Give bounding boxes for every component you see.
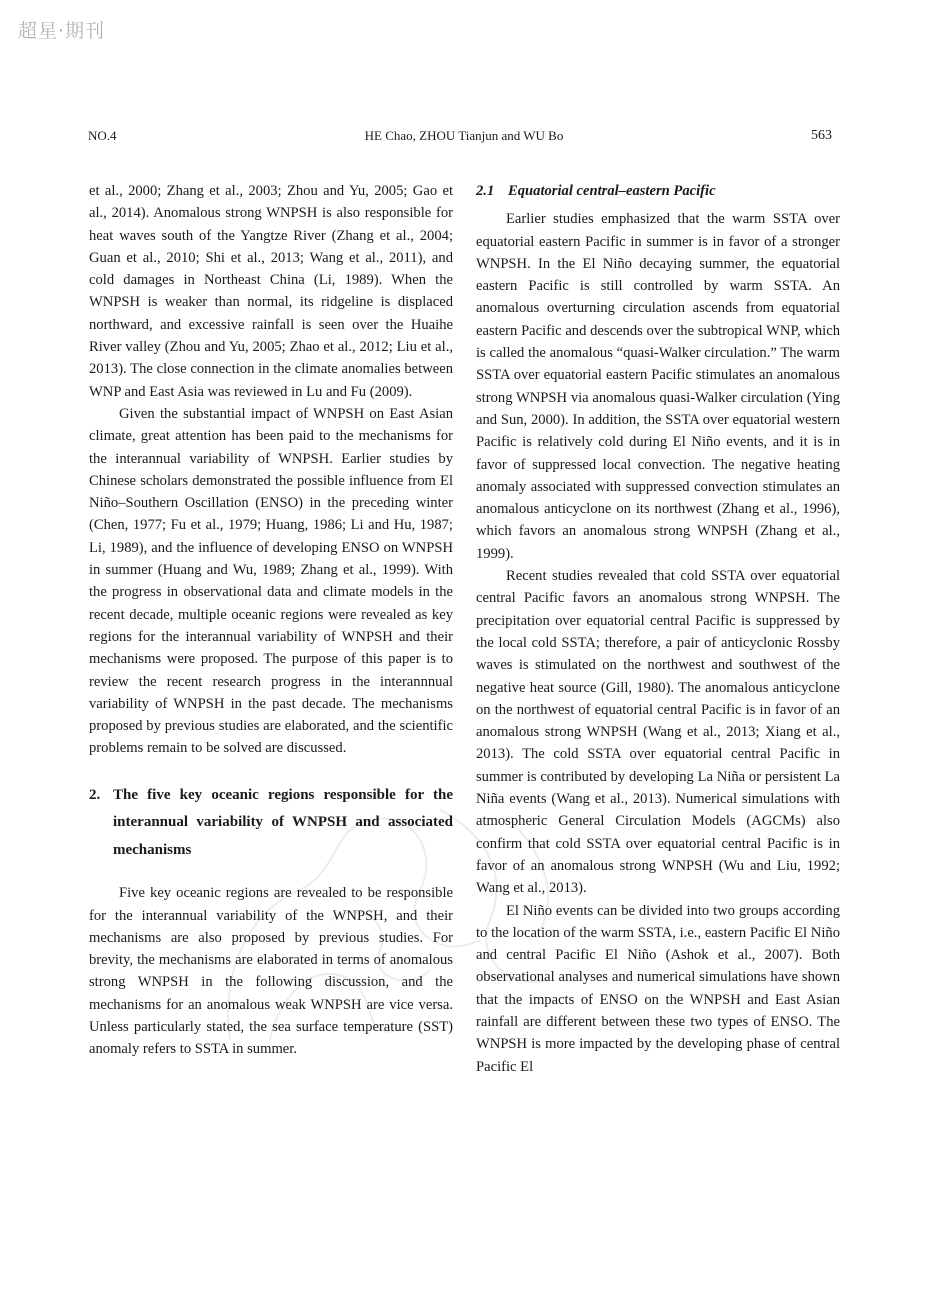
- page-number: 563: [811, 128, 832, 143]
- section-title: The five key oceanic regions responsible for the interannual variability of WNPSH and associated mechanisms: [113, 786, 453, 858]
- right-column: [476, 180, 840, 1078]
- author-names: HE Chao, ZHOU Tianjun and WU Bo: [364, 128, 564, 143]
- subsection-title: Equatorial central–eastern Pacific: [508, 183, 716, 199]
- section-heading: [89, 782, 453, 865]
- body-paragraph: Five key oceanic regions are revealed to be responsible for the interannual variability of the WNPSH, and their mechanisms are also proposed by previous studies. For brevity, the mechanisms are elaborated in terms of anomalous strong WNPSH in the following discussion, and the mechanisms for an anomalous weak WNPSH are vice versa. Unless particularly stated, the sea surface temperature (SST) anomaly refers to SSTA in summer.: [89, 885, 453, 1058]
- body-paragraph: et al., 2000; Zhang et al., 2003; Zhou and Yu, 2005; Gao et al., 2014). Anomalous strong WNPSH is also responsible for heat waves south of the Yangtze River (Zhang et al., 2004; Guan et al., 2010; Shi et al., 2013; Wang et al., 2011), and cold damages in Northeast China (Li, 1989). When the WNPSH is weaker than normal, its ridgeline is displaced northward, and excessive rainfall is seen over the Huaihe River valley (Zhou and Yu, 2005; Zhao et al., 2012; Liu et al., 2013). The close connection in the climate anomalies between WNP and East Asia was reviewed in Lu and Fu (2009).: [89, 183, 453, 400]
- subsection-heading: [476, 180, 840, 202]
- body-paragraph: Given the substantial impact of WNPSH on East Asian climate, great attention has been paid to the mechanisms for the interannual variability of WNPSH. Earlier studies by Chinese scholars demonstrated the possible influence from El Niño–Southern Oscillation (ENSO) in the preceding winter (Chen, 1977; Fu et al., 1979; Huang, 1986; Li and Hu, 1987; Li, 1989), and the influence of developing ENSO on WNPSH in summer (Huang and Wu, 1989; Zhang et al., 1999). With the progress in observational data and climate models in the recent decade, multiple oceanic regions were revealed as key regions for the interannual variability of WNPSH and their mechanisms were proposed. The purpose of this paper is to review the recent research progress in the interannnual variability of WNPSH in the past decade. The mechanisms proposed by previous studies are elaborated, and the scientific problems remain to be solved are discussed.: [89, 405, 453, 757]
- body-paragraph: El Niño events can be divided into two groups according to the location of the warm SSTA, i.e., eastern Pacific El Niño and central Pacific El Niño (Ashok et al., 2007). Both observational analyses and numerical simulations have shown that the impacts of ENSO on the WNPSH and East Asian rainfall are different between these two types of ENSO. The WNPSH is more impacted by the developing phase of central Pacific El: [476, 902, 840, 1075]
- running-head: [88, 128, 840, 146]
- issue-number: NO.4: [88, 128, 117, 143]
- section-number: 2.: [89, 786, 101, 803]
- left-column: [89, 180, 453, 1061]
- body-paragraph: Earlier studies emphasized that the warm SSTA over equatorial eastern Pacific in summer is in favor of a stronger WNPSH. In the El Niño decaying summer, the equatorial eastern Pacific is still controlled by warm SSTA. An anomalous overturning circulation ascends from equatorial eastern Pacific and descends over the subtropical WNP, which is called the anomalous “quasi-Walker circulation.” The warm SSTA over equatorial eastern Pacific stimulates an anomalous strong WNPSH via anomalous quasi-Walker circulation (Ying and Sun, 2000). In addition, the SSTA over equatorial western Pacific is relatively cold during El Niño events, and it is in favor of suppressed local convection. The negative heating anomaly associated with suppressed convection stimulates an anomalous anticyclone on its northwest (Zhang et al., 1996), which favors an anomalous strong WNPSH (Zhang et al., 1999).: [476, 211, 840, 562]
- watermark-logo: 超星·期刊: [18, 20, 106, 42]
- body-paragraph: Recent studies revealed that cold SSTA over equatorial central Pacific favors an anomalous strong WNPSH. The precipitation over equatorial central Pacific is suppressed by the local cold SSTA; therefore, a pair of anticyclonic Rossby waves is stimulated on the northwest and southwest of the negative heat source (Gill, 1980). The anomalous anticyclone on the northwest of equatorial central Pacific is in favor of an anomalous strong WNPSH (Wang et al., 2013; Xiang et al., 2013). The cold SSTA over equatorial central Pacific in summer is contributed by developing La Niña or persistent La Niña events (Wang et al., 2013). Numerical simulations with atmospheric General Circulation Models (AGCMs) also confirm that cold SSTA over equatorial central Pacific is in favor of an anomalous strong WNPSH (Wu and Liu, 1992; Wang et al., 2013).: [476, 568, 840, 897]
- subsection-number: 2.1: [476, 183, 495, 199]
